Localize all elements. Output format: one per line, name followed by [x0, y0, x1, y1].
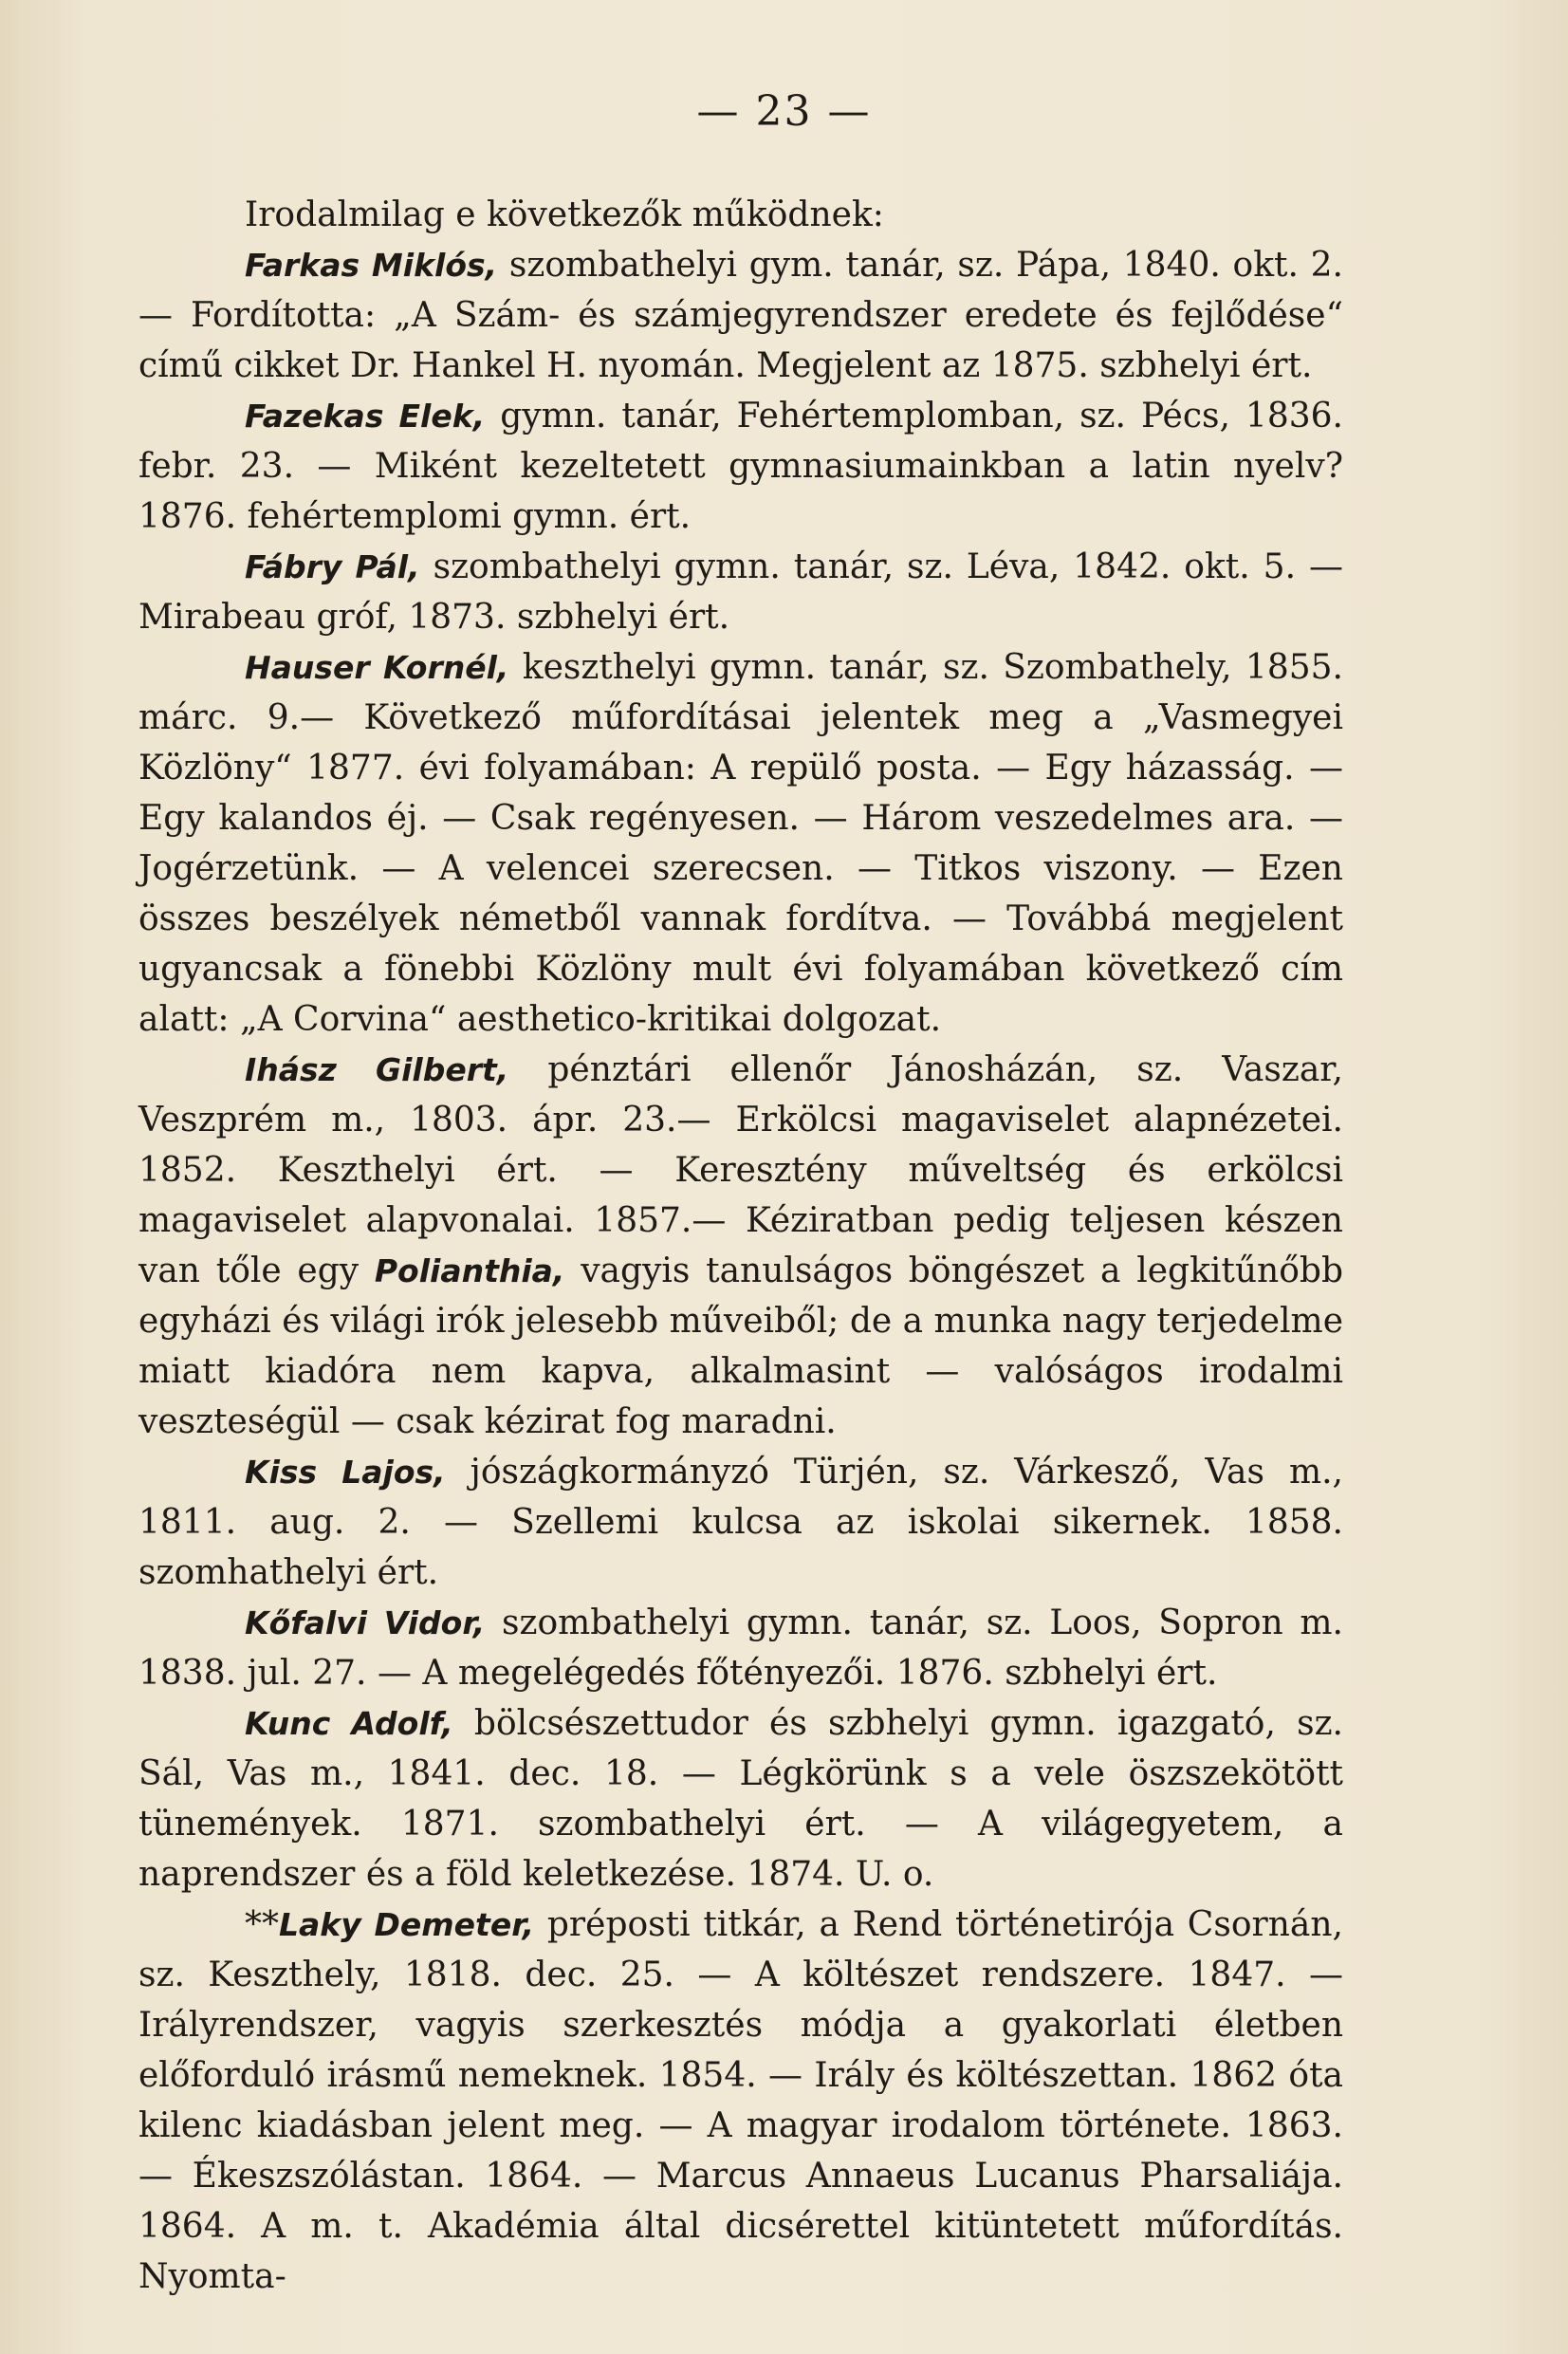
entry-farkas: [138, 240, 1343, 391]
entry-prefix-marker: **: [245, 1905, 279, 1944]
entry-text: pénztári ellenőr Jánosházán, sz. Vaszar, Veszprém m., 1803. ápr. 23.— Erkölcsi magaviselet alapnézetei. 1852. Keszthelyi ért. — Keresztény műveltség és erkölcsi magaviselet alapvonalai. 1857.— Kéziratban pedig teljesen készen van tőle egy: [138, 1050, 1343, 1290]
entry-name: Kőfalvi Vidor,: [245, 1604, 486, 1641]
entry-name: Ihász Gilbert,: [245, 1051, 509, 1088]
entry-name: Hauser Kornél,: [245, 649, 509, 686]
entry-text-continued: vagyis tanulságos böngészet a legkitűnőbb egyházi és világi irók jelesebb műveiből; de a munka nagy terjedelme miatt kiadóra nem kapva, alkalmasint — valóságos irodalmi veszteségül — csak kézirat fog maradni.: [138, 1251, 1344, 1441]
entry-name: Laky Demeter,: [279, 1906, 535, 1943]
page-number: — 23 —: [696, 87, 872, 136]
entry-italic-title: Polianthia,: [374, 1252, 565, 1289]
entry-hauser: [138, 642, 1343, 1045]
entry-name: Farkas Miklós,: [245, 247, 498, 284]
entry-text: bölcsészettudor és szbhelyi gymn. igazgató, sz. Sál, Vas m., 1841. dec. 18. — Légkörünk s a vele öszszekötött tünemények. 1871. szombathelyi ért. — A világegyetem, a naprendszer és a föld keletkezése. 1874. U. o.: [138, 1704, 1343, 1894]
entry-text: szombathelyi gymn. tanár, sz. Loos, Sopron m. 1838. jul. 27. — A megelégedés főtényezői. 1876. szbhelyi ért.: [138, 1603, 1343, 1693]
entry-laky: [138, 1900, 1343, 2302]
entry-name: Fazekas Elek,: [245, 398, 486, 435]
entry-name: Kiss Lajos,: [245, 1454, 446, 1491]
entry-fabry: [138, 542, 1343, 642]
entry-text: szombathelyi gym. tanár, sz. Pápa, 1840. okt. 2. — Fordította: „A Szám- és számjegyrendszer eredete és fejlődése“ című cikket Dr. Hankel H. nyomán. Megjelent az 1875. szbhelyi ért.: [138, 246, 1344, 385]
text-body: [138, 190, 1343, 2302]
intro-line: Irodalmilag e következők működnek:: [245, 195, 884, 234]
entry-kofalvi: [138, 1598, 1343, 1698]
entry-kunc: [138, 1698, 1343, 1900]
entry-text: szombathelyi gymn. tanár, sz. Léva, 1842. okt. 5. — Mirabeau gróf, 1873. szbhelyi ért.: [138, 547, 1343, 637]
entry-fazekas: [138, 391, 1343, 542]
entry-text: gymn. tanár, Fehértemplomban, sz. Pécs, 1836. febr. 23. — Miként kezeltetett gymnasiumainkban a latin nyelv? 1876. fehértemplomi gymn. ért.: [138, 397, 1343, 536]
entry-ihasz: [138, 1045, 1343, 1447]
entry-text: jószágkormányzó Türjén, sz. Várkesző, Vas m., 1811. aug. 2. — Szellemi kulcsa az iskolai sikernek. 1858. szomhathelyi ért.: [138, 1453, 1343, 1592]
entry-name: Kunc Adolf,: [245, 1705, 453, 1742]
entry-text: keszthelyi gymn. tanár, sz. Szombathely, 1855. márc. 9.— Következő műfordításai jelentek meg a „Vasmegyei Közlöny“ 1877. évi folyamában: A repülő posta. — Egy házasság. — Egy kalandos éj. — Csak regényesen. — Három veszedelmes ara. — Jogérzetünk. — A velencei szerecsen. — Titkos viszony. — Ezen összes beszélyek németből vannak fordítva. — Továbbá megjelent ugyancsak a fönebbi Közlöny mult évi folyamában következő cím alatt: „A Corvina“ aesthetico-kritikai dolgozat.: [138, 648, 1343, 1039]
entry-kiss: [138, 1447, 1343, 1598]
entry-name: Fábry Pál,: [245, 548, 420, 585]
entry-text: préposti titkár, a Rend történetirója Csornán, sz. Keszthely, 1818. dec. 25. — A költészet rendszere. 1847. — Irályrendszer, vagyis szerkesztés módja a gyakorlati életben előforduló irásmű nemeknek. 1854. — Irály és költészettan. 1862 óta kilenc kiadásban jelent meg. — A magyar irodalom története. 1863. — Ékeszszólástan. 1864. — Marcus Annaeus Lucanus Pharsaliája. 1864. A m. t. Akadémia által dicsérettel kitüntetett műfordítás. Nyomta-: [138, 1905, 1343, 2296]
